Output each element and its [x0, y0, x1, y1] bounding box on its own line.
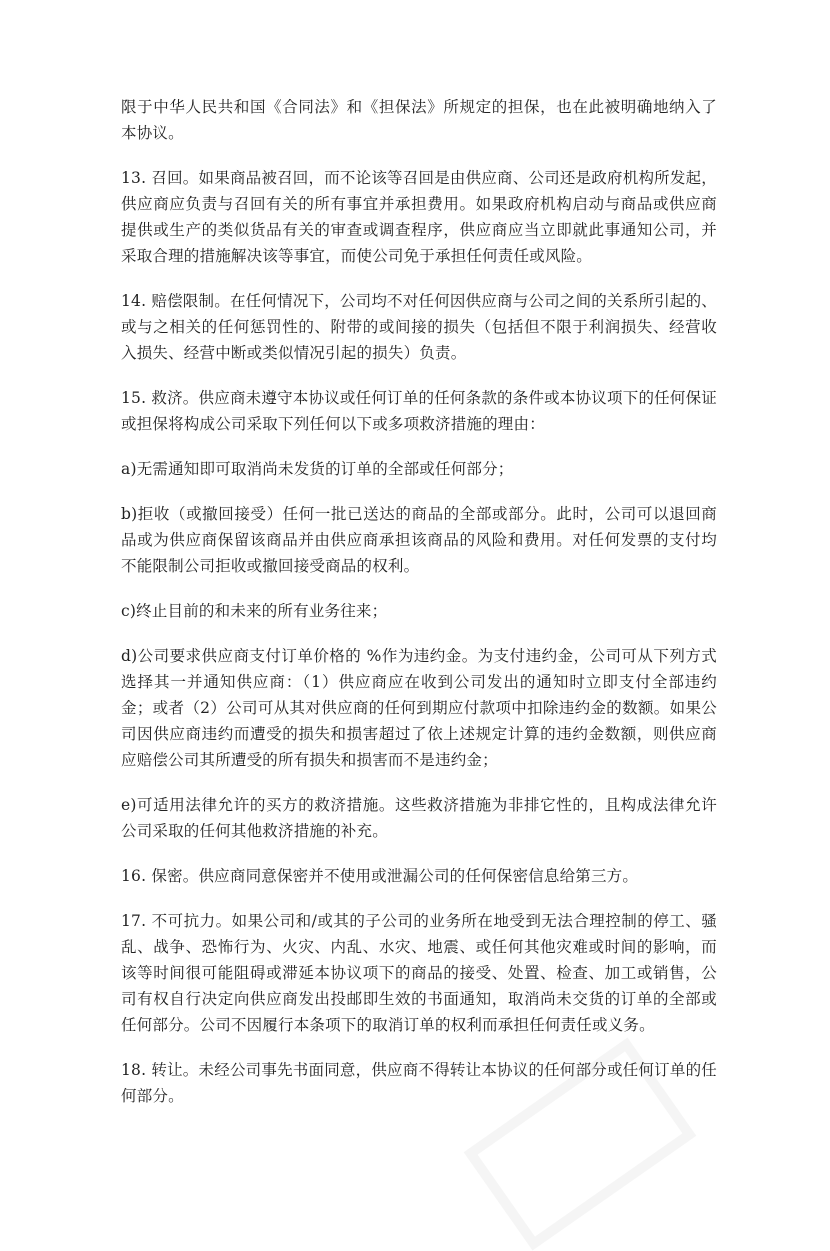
- paragraph-13-recall: 13. 召回。如果商品被召回，而不论该等召回是由供应商、公司还是政府机构所发起，供应商应负责与召回有关的所有事宜并承担费用。如果政府机构启动与商品或供应商提供或生产的类似货品有关的审查或调查程序，供应商应当立即就此事通知公司，并采取合理的措施解决该等事宜，而使公司免于承担任何责任或风险。: [121, 169, 717, 265]
- document-body: [121, 94, 717, 1128]
- paragraph-18-assignment: 18. 转让。未经公司事先书面同意，供应商不得转让本协议的任何部分或任何订单的任何部分。: [121, 1061, 717, 1105]
- paragraph-guarantee-continuation: 限于中华人民共和国《合同法》和《担保法》所规定的担保，也在此被明确地纳入了本协议。: [121, 98, 717, 142]
- paragraph-16-confidentiality: 16. 保密。供应商同意保密并不使用或泄漏公司的任何保密信息给第三方。: [121, 867, 639, 885]
- paragraph-15d: d)公司要求供应商支付订单价格的 %作为违约金。为支付违约金，公司可从下列方式选择其一并通知供应商：（1）供应商应在收到公司发出的通知时立即支付全部违约金；或者（2）公司可从其对供应商的任何到期应付款项中扣除违约金的数额。如果公司因供应商违约而遭受的损失和损害超过了依上述规定计算的违约金数额，则供应商应赔偿公司其所遭受的所有损失和损害而不是违约金；: [121, 647, 717, 769]
- paragraph-15a: a)无需通知即可取消尚未发货的订单的全部或任何部分；: [121, 460, 514, 478]
- paragraph-14-liability-limit: 14. 赔偿限制。在任何情况下，公司均不对任何因供应商与公司之间的关系所引起的、或与之相关的任何惩罚性的、附带的或间接的损失（包括但不限于利润损失、经营收入损失、经营中断或类似情况引起的损失）负责。: [121, 292, 717, 362]
- paragraph-15c: c)终止目前的和未来的所有业务往来；: [121, 602, 388, 620]
- paragraph-15-remedies: 15. 救济。供应商未遵守本协议或任何订单的任何条款的条件或本协议项下的任何保证或担保将构成公司采取下列任何以下或多项救济措施的理由：: [121, 389, 717, 433]
- paragraph-17-force-majeure: 17. 不可抗力。如果公司和/或其的子公司的业务所在地受到无法合理控制的停工、骚乱、战争、恐怖行为、火灾、内乱、水灾、地震、或任何其他灾难或时间的影响，而该等时间很可能阻碍或滞延本协议项下的商品的接受、处置、检查、加工或销售，公司有权自行决定向供应商发出投邮即生效的书面通知，取消尚未交货的订单的全部或任何部分。公司不因履行本条项下的取消订单的权利而承担任何责任或义务。: [121, 912, 717, 1034]
- paragraph-15e: e)可适用法律允许的买方的救济措施。这些救济措施为非排它性的，且构成法律允许公司采取的任何其他救济措施的补充。: [121, 796, 717, 840]
- paragraph-15b: b)拒收（或撤回接受）任何一批已送达的商品的全部或部分。此时，公司可以退回商品或为供应商保留该商品并由供应商承担该商品的风险和费用。对任何发票的支付均不能限制公司拒收或撤回接受商品的权利。: [121, 505, 717, 575]
